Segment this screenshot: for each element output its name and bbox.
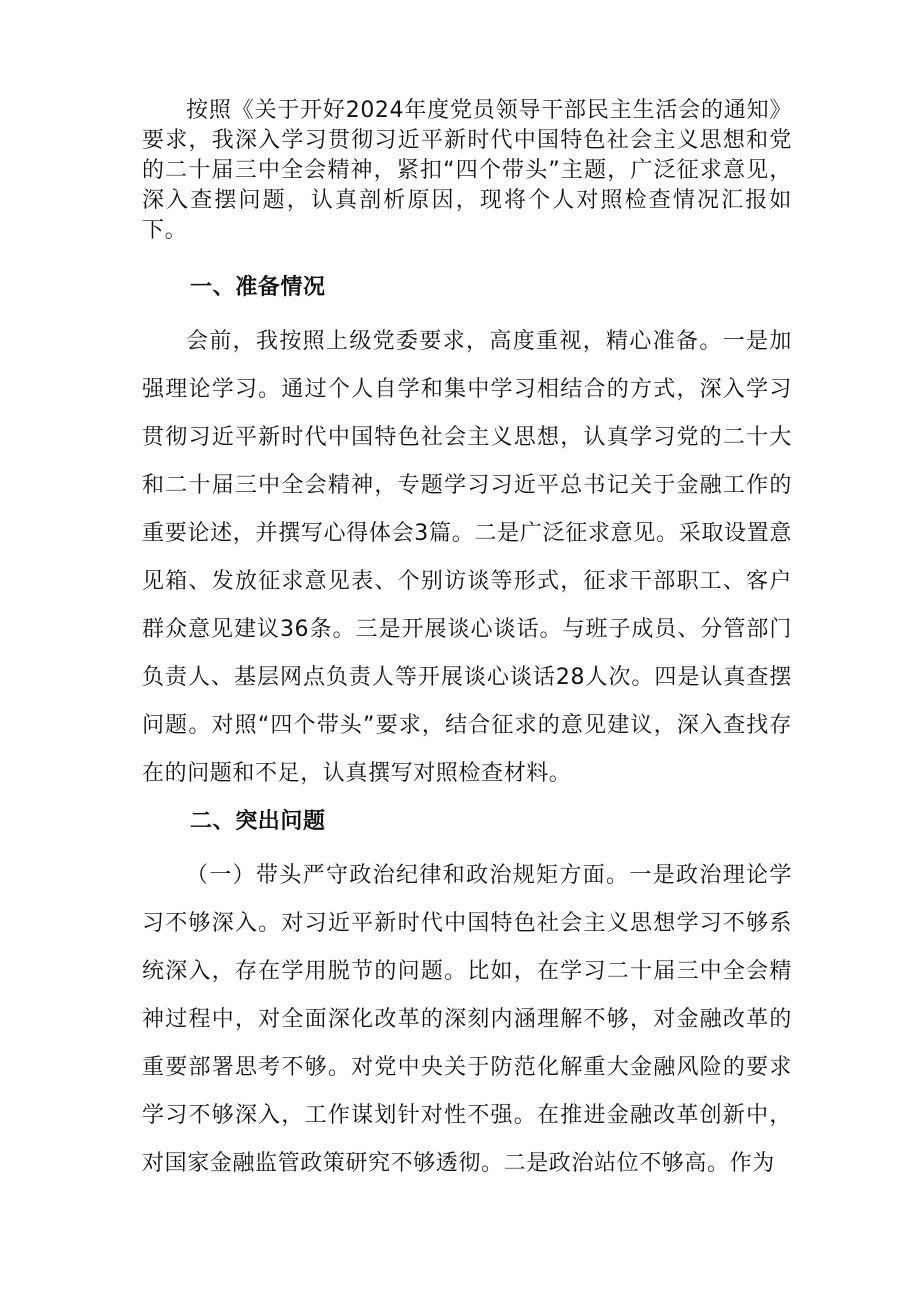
intro-paragraph: 按照《关于开好2024年度党员领导干部民主生活会的通知》要求，我深入学习贯彻习近平新时代中国特色社会主义思想和党的二十届三中全会精神，紧扣“四个带头”主题，广泛征求意见，深入查摆问题，认真剖析原因，现将个人对照检查情况汇报如下。 (142, 98, 792, 243)
section-heading-preparation: 一、准备情况 (190, 275, 326, 300)
preparation-paragraph: 会前，我按照上级党委要求，高度重视，精心准备。一是加强理论学习。通过个人自学和集中学习相结合的方式，深入学习贯彻习近平新时代中国特色社会主义思想，认真学习党的二十大和二十届三中全会精神，专题学习习近平总书记关于金融工作的重要论述，并撰写心得体会3篇。二是广泛征求意见。采取设置意见箱、发放征求意见表、个别访谈等形式，征求干部职工、客户群众意见建议36条。三是开展谈心谈话。与班子成员、分管部门负责人、基层网点负责人等开展谈心谈话28人次。四是认真查摆问题。对照“四个带头”要求，结合征求的意见建议，深入查找存在的问题和不足，认真撰写对照检查材料。 (142, 329, 792, 786)
document-body (142, 96, 792, 1188)
problems-paragraph: （一）带头严守政治纪律和政治规矩方面。一是政治理论学习不够深入。对习近平新时代中国特色社会主义思想学习不够系统深入，存在学用脱节的问题。比如，在学习二十届三中全会精神过程中，对全面深化改革的深刻内涵理解不够，对金融改革的重要部署思考不够。对党中央关于防范化解重大金融风险的要求学习不够深入，工作谋划针对性不强。在推进金融改革创新中，对国家金融监管政策研究不够透彻。二是政治站位不够高。作为 (142, 863, 792, 1176)
section-heading-problems: 二、突出问题 (190, 809, 326, 834)
